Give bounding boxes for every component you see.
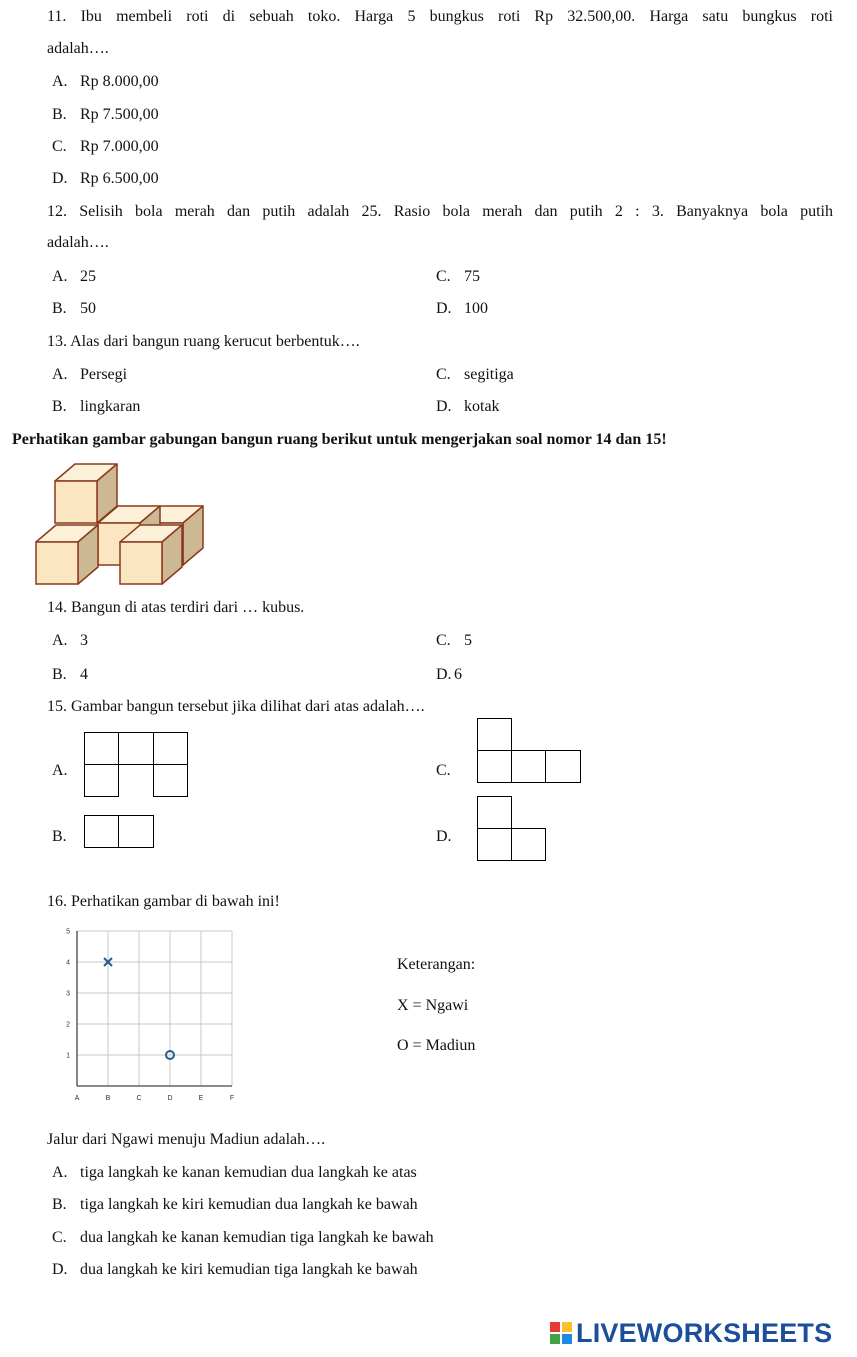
- q16-question: Jalur dari Ngawi menuju Madiun adalah….: [47, 1131, 326, 1148]
- cube-front-face: [120, 542, 162, 584]
- q11-text-cont: adalah….: [47, 40, 109, 57]
- q12-text-cont: adalah….: [47, 234, 109, 251]
- option-letter: D.: [52, 170, 68, 187]
- x-tick-label: D: [167, 1095, 173, 1102]
- q13-option-c[interactable]: [436, 366, 514, 384]
- q12-text: 12. Selisih bola merah dan putih adalah 25. Rasio bola merah dan putih 2 : 3. Banyaknya bola putih: [47, 203, 833, 220]
- q15-option-b-letter[interactable]: B.: [52, 828, 67, 845]
- cube-front-right: [120, 525, 182, 584]
- q12-option-a[interactable]: [52, 268, 96, 286]
- option-text: Rp 7.500,00: [80, 106, 159, 123]
- option-letter: D.: [436, 398, 452, 415]
- cube-front-left: [36, 525, 98, 584]
- option-letter: B.: [52, 1196, 67, 1213]
- option-text: tiga langkah ke kiri kemudian dua langkah ke bawah: [80, 1196, 418, 1213]
- option-letter: A.: [52, 268, 68, 285]
- q13-option-b[interactable]: [52, 398, 140, 416]
- y-tick-label: 5: [66, 928, 70, 936]
- option-text: tiga langkah ke kanan kemudian dua langkah ke atas: [80, 1164, 417, 1181]
- option-text: 3: [80, 632, 88, 649]
- option-text: dua langkah ke kanan kemudian tiga langkah ke bawah: [80, 1229, 434, 1246]
- q13-option-d[interactable]: [436, 398, 500, 416]
- option-text: 100: [464, 300, 488, 317]
- option-letter: C.: [436, 632, 451, 649]
- option-text: segitiga: [464, 366, 514, 383]
- option-text: 75: [464, 268, 480, 285]
- option-text: Rp 6.500,00: [80, 170, 159, 187]
- option-letter: D.: [436, 666, 452, 683]
- option-letter: A.: [52, 366, 68, 383]
- instruction-text: Perhatikan gambar gabungan bangun ruang berikut untuk mengerjakan soal nomor 14 dan 15!: [12, 431, 667, 448]
- x-tick-label: E: [198, 1095, 204, 1102]
- legend-ngawi: X = Ngawi: [397, 997, 469, 1014]
- grid-square: [477, 828, 512, 861]
- option-text: 6: [454, 666, 462, 683]
- grid-square: [477, 718, 512, 751]
- liveworksheets-brand: LIVEWORKSHEETS: [576, 1317, 833, 1348]
- option-letter: A.: [52, 73, 68, 90]
- grid-square: [511, 750, 546, 783]
- q13-text: 13. Alas dari bangun ruang kerucut berbentuk….: [47, 333, 360, 350]
- q11-option-a[interactable]: [52, 73, 159, 91]
- grid-square: [511, 828, 546, 861]
- option-text: lingkaran: [80, 398, 141, 415]
- option-text: 5: [464, 632, 472, 649]
- q15-option-c-letter[interactable]: C.: [436, 762, 451, 779]
- grid-square: [84, 815, 119, 848]
- grid-square: [118, 815, 154, 848]
- x-tick-label: F: [229, 1095, 235, 1102]
- coordinate-grid-chart: [60, 922, 245, 1104]
- cube-front-face: [55, 481, 97, 523]
- grid-square: [545, 750, 581, 783]
- y-tick-label: 1: [66, 1052, 70, 1060]
- option-letter: D.: [52, 1261, 68, 1278]
- q16-option-d[interactable]: [52, 1261, 418, 1279]
- q12-option-b[interactable]: [52, 300, 96, 318]
- q12-option-c[interactable]: [436, 268, 480, 286]
- option-letter: C.: [436, 366, 451, 383]
- grid-square: [84, 732, 119, 765]
- option-letter: B.: [52, 300, 67, 317]
- q16-option-c[interactable]: [52, 1229, 434, 1247]
- q14-option-c[interactable]: [436, 632, 472, 650]
- liveworksheets-logo[interactable]: [550, 1318, 832, 1348]
- cube-figure: [28, 458, 208, 590]
- x-tick-label: C: [136, 1095, 142, 1102]
- option-text: Rp 8.000,00: [80, 73, 159, 90]
- option-text: Rp 7.000,00: [80, 138, 159, 155]
- option-text: Persegi: [80, 366, 128, 383]
- q14-option-b[interactable]: [52, 666, 88, 684]
- option-letter: B.: [52, 398, 67, 415]
- q16-option-b[interactable]: [52, 1196, 418, 1214]
- legend-madiun: O = Madiun: [397, 1037, 476, 1054]
- option-letter: C.: [436, 268, 451, 285]
- option-letter: B.: [52, 106, 67, 123]
- y-tick-label: 2: [66, 1021, 70, 1029]
- option-text: kotak: [464, 398, 500, 415]
- option-letter: D.: [436, 300, 452, 317]
- y-tick-label: 4: [66, 959, 70, 967]
- q16-text: 16. Perhatikan gambar di bawah ini!: [47, 893, 280, 910]
- q14-option-d[interactable]: [436, 666, 462, 684]
- option-text: dua langkah ke kiri kemudian tiga langkah ke bawah: [80, 1261, 418, 1278]
- q11-text: 11. Ibu membeli roti di sebuah toko. Harga 5 bungkus roti Rp 32.500,00. Harga satu bungkus roti: [47, 8, 833, 25]
- grid-square: [84, 764, 119, 797]
- option-letter: B.: [52, 666, 67, 683]
- grid-square: [118, 732, 154, 765]
- q15-option-d-letter[interactable]: D.: [436, 828, 452, 845]
- q14-option-a[interactable]: [52, 632, 88, 650]
- grid-square: [153, 764, 188, 797]
- option-letter: A.: [52, 1164, 68, 1181]
- option-text: 50: [80, 300, 96, 317]
- grid-square: [153, 732, 188, 765]
- y-tick-label: 3: [66, 990, 70, 998]
- q14-text: 14. Bangun di atas terdiri dari … kubus.: [47, 599, 305, 616]
- option-letter: C.: [52, 1229, 67, 1246]
- grid-square: [477, 750, 512, 783]
- cube-top-stacked: [55, 464, 117, 523]
- legend-title: Keterangan:: [397, 956, 476, 973]
- q11-option-d[interactable]: [52, 170, 159, 188]
- q13-option-a[interactable]: [52, 366, 127, 384]
- option-letter: C.: [52, 138, 67, 155]
- q11-option-b[interactable]: [52, 106, 159, 124]
- q15-option-a-letter[interactable]: A.: [52, 762, 68, 779]
- cube-front-face: [36, 542, 78, 584]
- x-tick-label: A: [74, 1095, 80, 1102]
- liveworksheets-logo-icon: [550, 1322, 572, 1344]
- option-text: 25: [80, 268, 96, 285]
- q11-option-c[interactable]: [52, 138, 159, 156]
- option-letter: A.: [52, 632, 68, 649]
- q16-option-a[interactable]: [52, 1164, 417, 1182]
- option-text: 4: [80, 666, 88, 683]
- grid-square: [477, 796, 512, 829]
- x-tick-label: B: [105, 1095, 111, 1102]
- q12-option-d[interactable]: [436, 300, 488, 318]
- q15-text: 15. Gambar bangun tersebut jika dilihat dari atas adalah….: [47, 698, 425, 715]
